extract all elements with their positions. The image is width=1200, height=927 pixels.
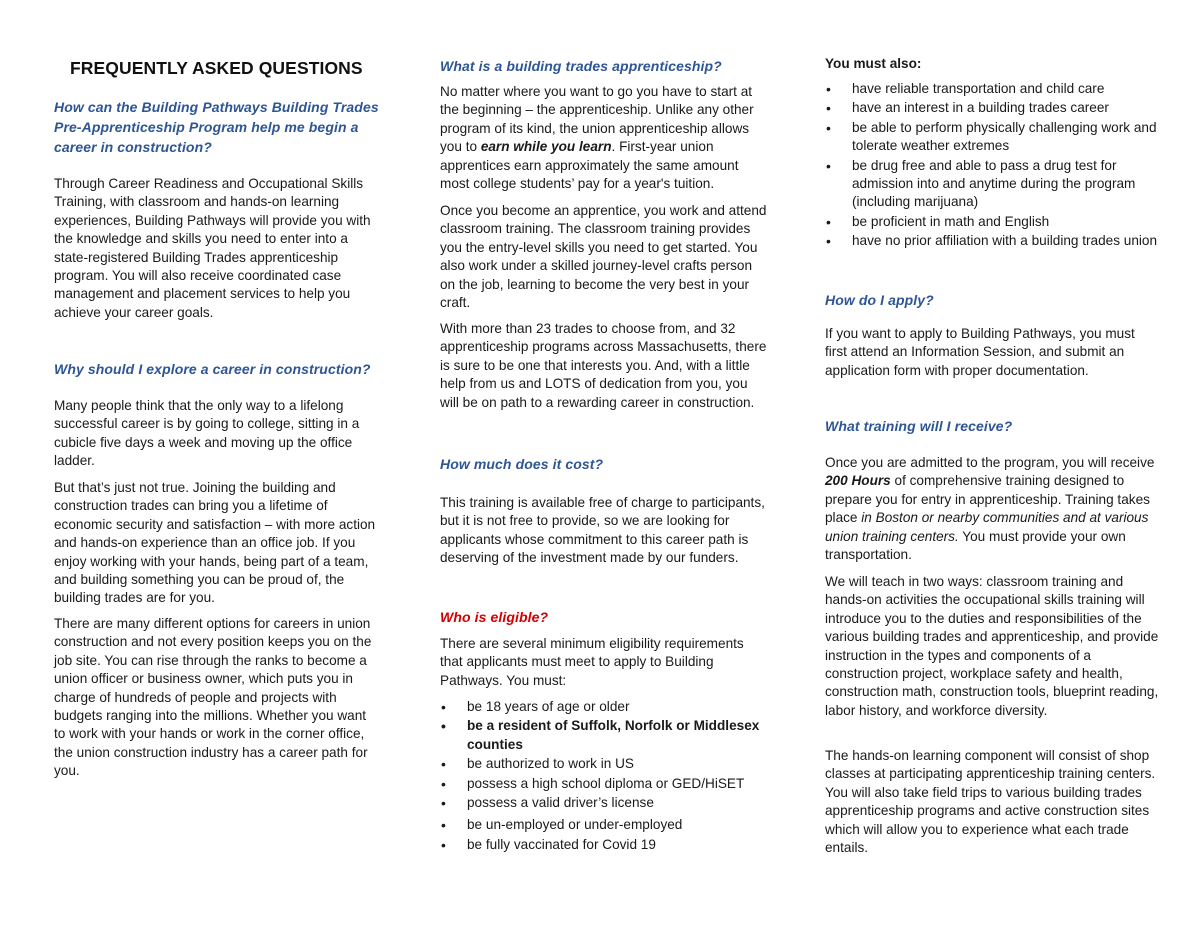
answer-cost: This training is available free of charge to participants, but it is not free to provide, so we are looking for applicants whose commitment to this career path is deserving of the investment made by our funders.: [440, 495, 765, 566]
list-item: • have no prior affiliation with a building trades union: [825, 232, 1160, 250]
question-why-construction: Why should I explore a career in construction?: [54, 361, 371, 377]
page-title: FREQUENTLY ASKED QUESTIONS: [70, 58, 363, 78]
answer-training-2: We will teach in two ways: classroom training and hands-on activities the occupational skills training will introduce you to the duties and responsibilities of the various building trades and apprenticeship, and provide instruction in the types and components of a construction project, workplace safety and health, construction math, construction tools, blueprint reading, labor history, and workforce diversity.: [825, 574, 1159, 718]
list-item: • be un-employed or under-employed: [440, 816, 770, 834]
list-item: • possess a valid driver’s license: [440, 794, 770, 812]
list-item: • be proficient in math and English: [825, 213, 1160, 231]
list-item: • be drug free and able to pass a drug test for admission into and anytime during the program (including marijuana): [825, 157, 1160, 212]
list-item: • be 18 years of age or older: [440, 698, 770, 716]
question-what-apprenticeship: What is a building trades apprenticeship?: [440, 58, 722, 74]
answer-training-3: The hands-on learning component will consist of shop classes at participating apprenticeship training centers. You will also take field trips to various building trades apprenticeship programs and active construction sites which will allow you to experience what each trade entails.: [825, 748, 1156, 856]
list-item: • possess a high school diploma or GED/HiSET: [440, 775, 770, 793]
list-item: • be fully vaccinated for Covid 19: [440, 836, 770, 854]
list-item: • be a resident of Suffolk, Norfolk or Middlesex counties: [440, 717, 770, 754]
answer-why-1: Many people think that the only way to a lifelong successful career is by going to college, sitting in a cubicle five days a week and moving up the office ladder.: [54, 398, 360, 469]
answer-apprenticeship-3: With more than 23 trades to choose from, and 32 apprenticeship programs across Massachusetts, there is sure to be one that interests you. And, with a little help from us and LOTS of dedication from you, you will be on path to a rewarding career in construction.: [440, 321, 767, 410]
list-item: • have an interest in a building trades career: [825, 99, 1160, 117]
question-apply: How do I apply?: [825, 292, 934, 308]
answer-apprenticeship-2: Once you become an apprentice, you work and attend classroom training. The classroom training provides you the entry-level skills you need to get started. You also work under a skilled journey-level crafts person on the job, learning to become the very best in your craft.: [440, 203, 767, 311]
question-how-help: How can the Building Pathways Building Trades Pre-Apprenticeship Program help me begin a career in construction?: [54, 99, 379, 156]
question-training: What training will I receive?: [825, 418, 1013, 434]
eligibility-list: [440, 698, 770, 854]
requirements-list: [825, 80, 1160, 251]
list-item: • be able to perform physically challenging work and tolerate weather extremes: [825, 119, 1160, 156]
answer-training-1: Once you are admitted to the program, you will receive 200 Hours of comprehensive training designed to prepare you for entry in apprenticeship. Training takes place in Boston or nearby communities and at various union training centers. You must provide your own transportation.: [825, 455, 1155, 563]
requirements-lead: You must also:: [825, 56, 922, 71]
list-item: • be authorized to work in US: [440, 755, 770, 773]
answer-apprenticeship-1: No matter where you want to go you have to start at the beginning – the apprenticeship. Unlike any other program of its kind, the union apprenticeship allows you to earn while you learn. First-year union apprentices earn approximately the same amount most college students’ pay for a year's tuition.: [440, 84, 754, 192]
answer-eligible: There are several minimum eligibility requirements that applicants must meet to apply to Building Pathways. You must:: [440, 636, 744, 688]
question-eligible: Who is eligible?: [440, 609, 549, 625]
answer-apply: If you want to apply to Building Pathways, you must first attend an Information Session, and submit an application form with proper documentation.: [825, 326, 1135, 378]
answer-why-2: But that’s just not true. Joining the building and construction trades can bring you a lifetime of economic security and satisfaction – with more action and hands-on experience than an office job. If you enjoy working with your hands, being part of a team, and building something you can be proud of, the building trades are for you.: [54, 480, 376, 606]
list-item: • have reliable transportation and child care: [825, 80, 1160, 98]
answer-why-3: There are many different options for careers in union construction and not every position keeps you on the job site. You can rise through the ranks to become a union officer or business owner, which puts you in charge of hundreds of people and projects with budgets ranging into the millions. Whether you want to work with your hands or work in the corner office, the union construction industry has a career path for you.: [54, 616, 372, 779]
answer-how-help: Through Career Readiness and Occupational Skills Training, with classroom and hands-on learning experiences, Building Pathways will provide you with the knowledge and skills you need to enter into a state-registered Building Trades apprenticeship program. You will also receive coordinated case management and placement services to help you achieve your career goals.: [54, 176, 371, 320]
question-cost: How much does it cost?: [440, 456, 604, 472]
